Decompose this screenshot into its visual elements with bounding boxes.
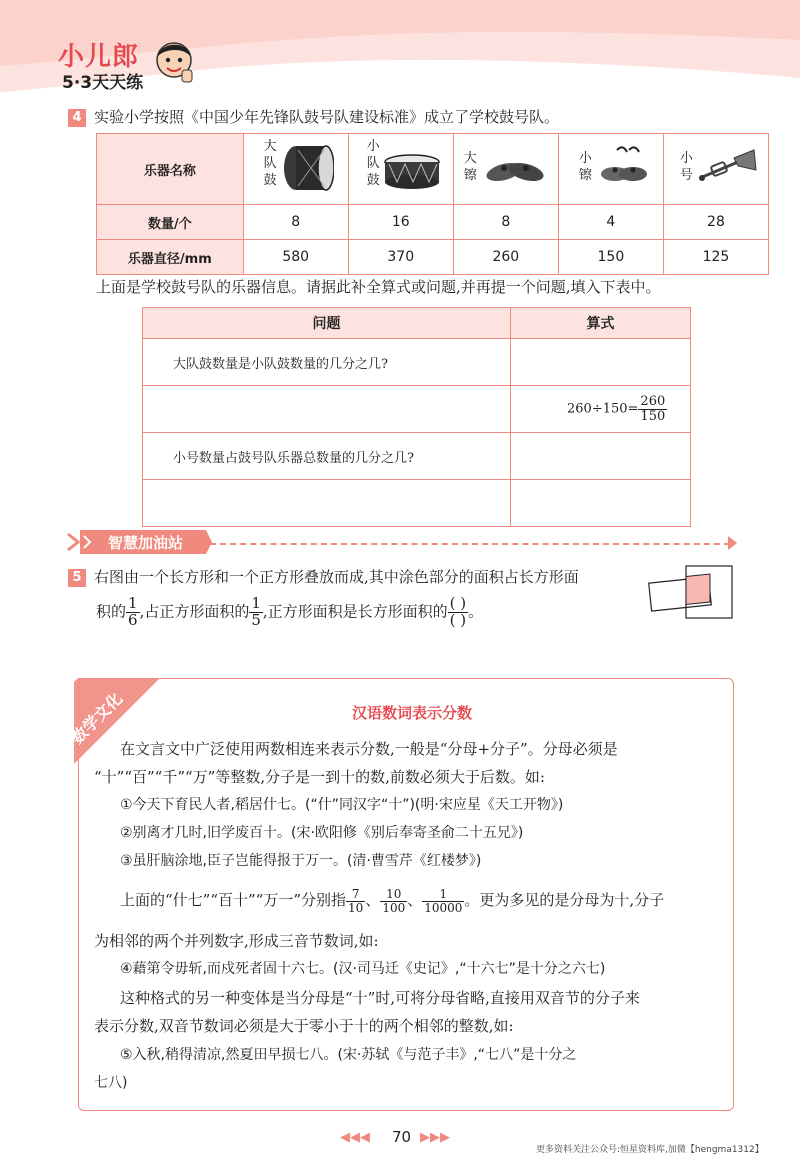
instrument-name-char: 镲 — [463, 168, 477, 183]
culture-line-fractions — [120, 888, 664, 914]
fraction-denominator: 5 — [251, 610, 261, 629]
fraction-denominator: 10 — [348, 900, 364, 915]
culture-example: ③虽肝脑涂地,臣子岂能得报于万一。(清·曹雪芹《红楼梦》) — [120, 853, 482, 869]
culture-badge-text: 数学文化 — [67, 688, 127, 748]
qty-bass-drum: 8 — [243, 205, 348, 240]
culture-example: ④藉第令毋斩,而戍死者固十六七。(汉·司马迁《史记》,“十六七”是十分之六七) — [120, 961, 606, 977]
footer-note: 更多资料关注公众号:恒星资料库,加微【hengma1312】 — [536, 1145, 764, 1155]
instrument-name-char: 镲 — [578, 168, 592, 183]
mascot-icon — [152, 38, 196, 86]
qty-trumpet: 28 — [663, 205, 768, 240]
instrument-name-char: 队 — [263, 156, 277, 171]
dia-bass-drum: 580 — [243, 240, 348, 275]
trumpet-icon — [698, 148, 758, 188]
divider-arrow-icon — [728, 536, 737, 550]
fraction-numerator: 1 — [251, 594, 261, 612]
question-number: 4 — [68, 109, 86, 127]
culture-example: 七八) — [94, 1075, 128, 1091]
instrument-cell-big-cymbal — [453, 134, 558, 205]
culture-line: “十”“百”“千”“万”等整数,分子是一到十的数,前数必须大于后数。如: — [94, 768, 545, 786]
culture-text: 。更为多见的是分母为十,分子 — [464, 891, 665, 910]
fraction-denominator: 100 — [382, 900, 406, 915]
instrument-name-char: 号 — [679, 168, 693, 183]
q5-text: ,占正方形面积的 — [139, 602, 250, 621]
culture-example: ①今天下育民人者,稻居什七。(“什”同汉字“十”)(明·宋应星《天工开物》) — [120, 797, 564, 813]
fraction-7-10 — [346, 888, 365, 914]
instrument-table — [96, 133, 769, 275]
label-quantity: 数量/个 — [97, 205, 244, 240]
dia-small-cymbal: 150 — [558, 240, 663, 275]
question-5-line2 — [96, 596, 483, 629]
fraction-numerator: 7 — [346, 888, 365, 902]
instrument-cell-small-cymbal — [558, 134, 663, 205]
page-number: 70 — [392, 1128, 412, 1146]
question-cell-4[interactable] — [143, 480, 511, 527]
instrument-cell-snare-drum — [348, 134, 453, 205]
q5-text: 。 — [468, 602, 484, 621]
label-instrument-name: 乐器名称 — [97, 134, 244, 205]
dia-snare-drum: 370 — [348, 240, 453, 275]
answer-blank-fraction[interactable] — [448, 596, 468, 629]
label-diameter: 乐器直径/mm — [97, 240, 244, 275]
brand-logo: 小儿郎 — [58, 42, 140, 72]
separator: 、 — [365, 891, 381, 910]
next-page-arrows: ▶▶▶ — [420, 1130, 450, 1145]
culture-line: 在文言文中广泛使用两数相连来表示分数,一般是“分母+分子”。分母必须是 — [120, 740, 618, 758]
question-5-line1: 右图由一个长方形和一个正方形叠放而成,其中涂色部分的面积占长方形面 — [94, 568, 579, 586]
instrument-name-char: 鼓 — [263, 173, 277, 188]
fraction-numerator: 10 — [380, 888, 407, 902]
fraction-numerator: 1 — [128, 594, 138, 612]
qty-small-cymbal: 4 — [558, 205, 663, 240]
formula-text: 260÷150= — [567, 401, 639, 417]
fraction-1-10000 — [422, 888, 464, 914]
instrument-name-char: 队 — [366, 156, 380, 171]
section-divider — [210, 543, 730, 545]
question-formula-table — [142, 307, 691, 527]
formula-cell-2 — [511, 386, 691, 433]
culture-example: ②别离才几时,旧学废百十。(宋·欧阳修《别后奉寄圣俞二十五兄》) — [120, 825, 524, 841]
formula-cell-4[interactable] — [511, 480, 691, 527]
section-title: 智慧加油站 — [108, 534, 184, 552]
series-name: 5·3天天练 — [62, 73, 144, 93]
instrument-name-char: 鼓 — [366, 173, 380, 188]
q5-fraction-2 — [249, 596, 263, 629]
overlap-rectangles-figure — [646, 562, 738, 624]
formula-cell-1[interactable] — [511, 339, 691, 386]
dia-trumpet: 125 — [663, 240, 768, 275]
q5-text: 积的 — [96, 602, 127, 621]
instrument-name-char: 小 — [366, 139, 380, 154]
fraction-denominator: 6 — [128, 610, 138, 629]
blank-denominator[interactable]: ( ) — [449, 610, 467, 629]
separator: 、 — [407, 891, 423, 910]
culture-title: 汉语数词表示分数 — [351, 704, 472, 722]
instrument-name-char: 大 — [463, 151, 477, 166]
formula-fraction — [638, 395, 667, 423]
big-cymbal-icon — [484, 156, 546, 186]
question-4-text: 实验小学按照《中国少年先锋队鼓号队建设标准》成立了学校鼓号队。 — [94, 108, 560, 126]
question-cell-3: 小号数量占鼓号队乐器总数量的几分之几? — [143, 433, 511, 480]
instrument-cell-bass-drum — [243, 134, 348, 205]
question-cell-1: 大队鼓数量是小队鼓数量的几分之几? — [143, 339, 511, 386]
fraction-numerator: 1 — [422, 888, 464, 902]
question-cell-2[interactable] — [143, 386, 511, 433]
culture-text: 上面的“什七”“百十”“万一”分别指 — [120, 891, 347, 910]
fraction-denominator: 10000 — [424, 900, 463, 915]
fraction-denominator: 150 — [640, 408, 666, 424]
culture-line: 为相邻的两个并列数字,形成三音节数词,如: — [94, 932, 379, 950]
prev-page-arrows: ◀◀◀ — [340, 1130, 370, 1145]
culture-example: ⑤入秋,稍得清凉,然夏田早损七八。(宋·苏轼《与范子丰》,“七八”是十分之 — [120, 1047, 577, 1063]
formula-cell-3[interactable] — [511, 433, 691, 480]
instruction-text: 上面是学校鼓号队的乐器信息。请据此补全算式或问题,并再提一个问题,填入下表中。 — [96, 278, 661, 296]
bass-drum-icon — [282, 142, 334, 194]
culture-line: 这种格式的另一种变体是当分母是“十”时,可将分母省略,直接用双音节的分子来 — [120, 989, 640, 1007]
question-5 — [68, 566, 579, 587]
fraction-numerator: 260 — [640, 393, 666, 409]
instrument-name-char: 小 — [578, 151, 592, 166]
instrument-name-char: 大 — [263, 139, 277, 154]
culture-line: 表示分数,双音节数词必须是大于零小于十的两个相邻的整数,如: — [94, 1017, 514, 1035]
question-4 — [68, 106, 559, 127]
header-question: 问题 — [143, 308, 511, 339]
dia-big-cymbal: 260 — [453, 240, 558, 275]
fraction-10-100 — [380, 888, 407, 914]
qty-big-cymbal: 8 — [453, 205, 558, 240]
snare-drum-icon — [383, 152, 441, 192]
instrument-cell-trumpet — [663, 134, 768, 205]
qty-snare-drum: 16 — [348, 205, 453, 240]
header-formula: 算式 — [511, 308, 691, 339]
question-number: 5 — [68, 569, 86, 587]
blank-numerator[interactable]: ( ) — [449, 594, 467, 612]
small-cymbal-icon — [599, 144, 649, 190]
q5-fraction-1 — [126, 596, 140, 629]
instrument-name-char: 小 — [679, 151, 693, 166]
q5-text: ,正方形面积是长方形面积的 — [262, 602, 448, 621]
